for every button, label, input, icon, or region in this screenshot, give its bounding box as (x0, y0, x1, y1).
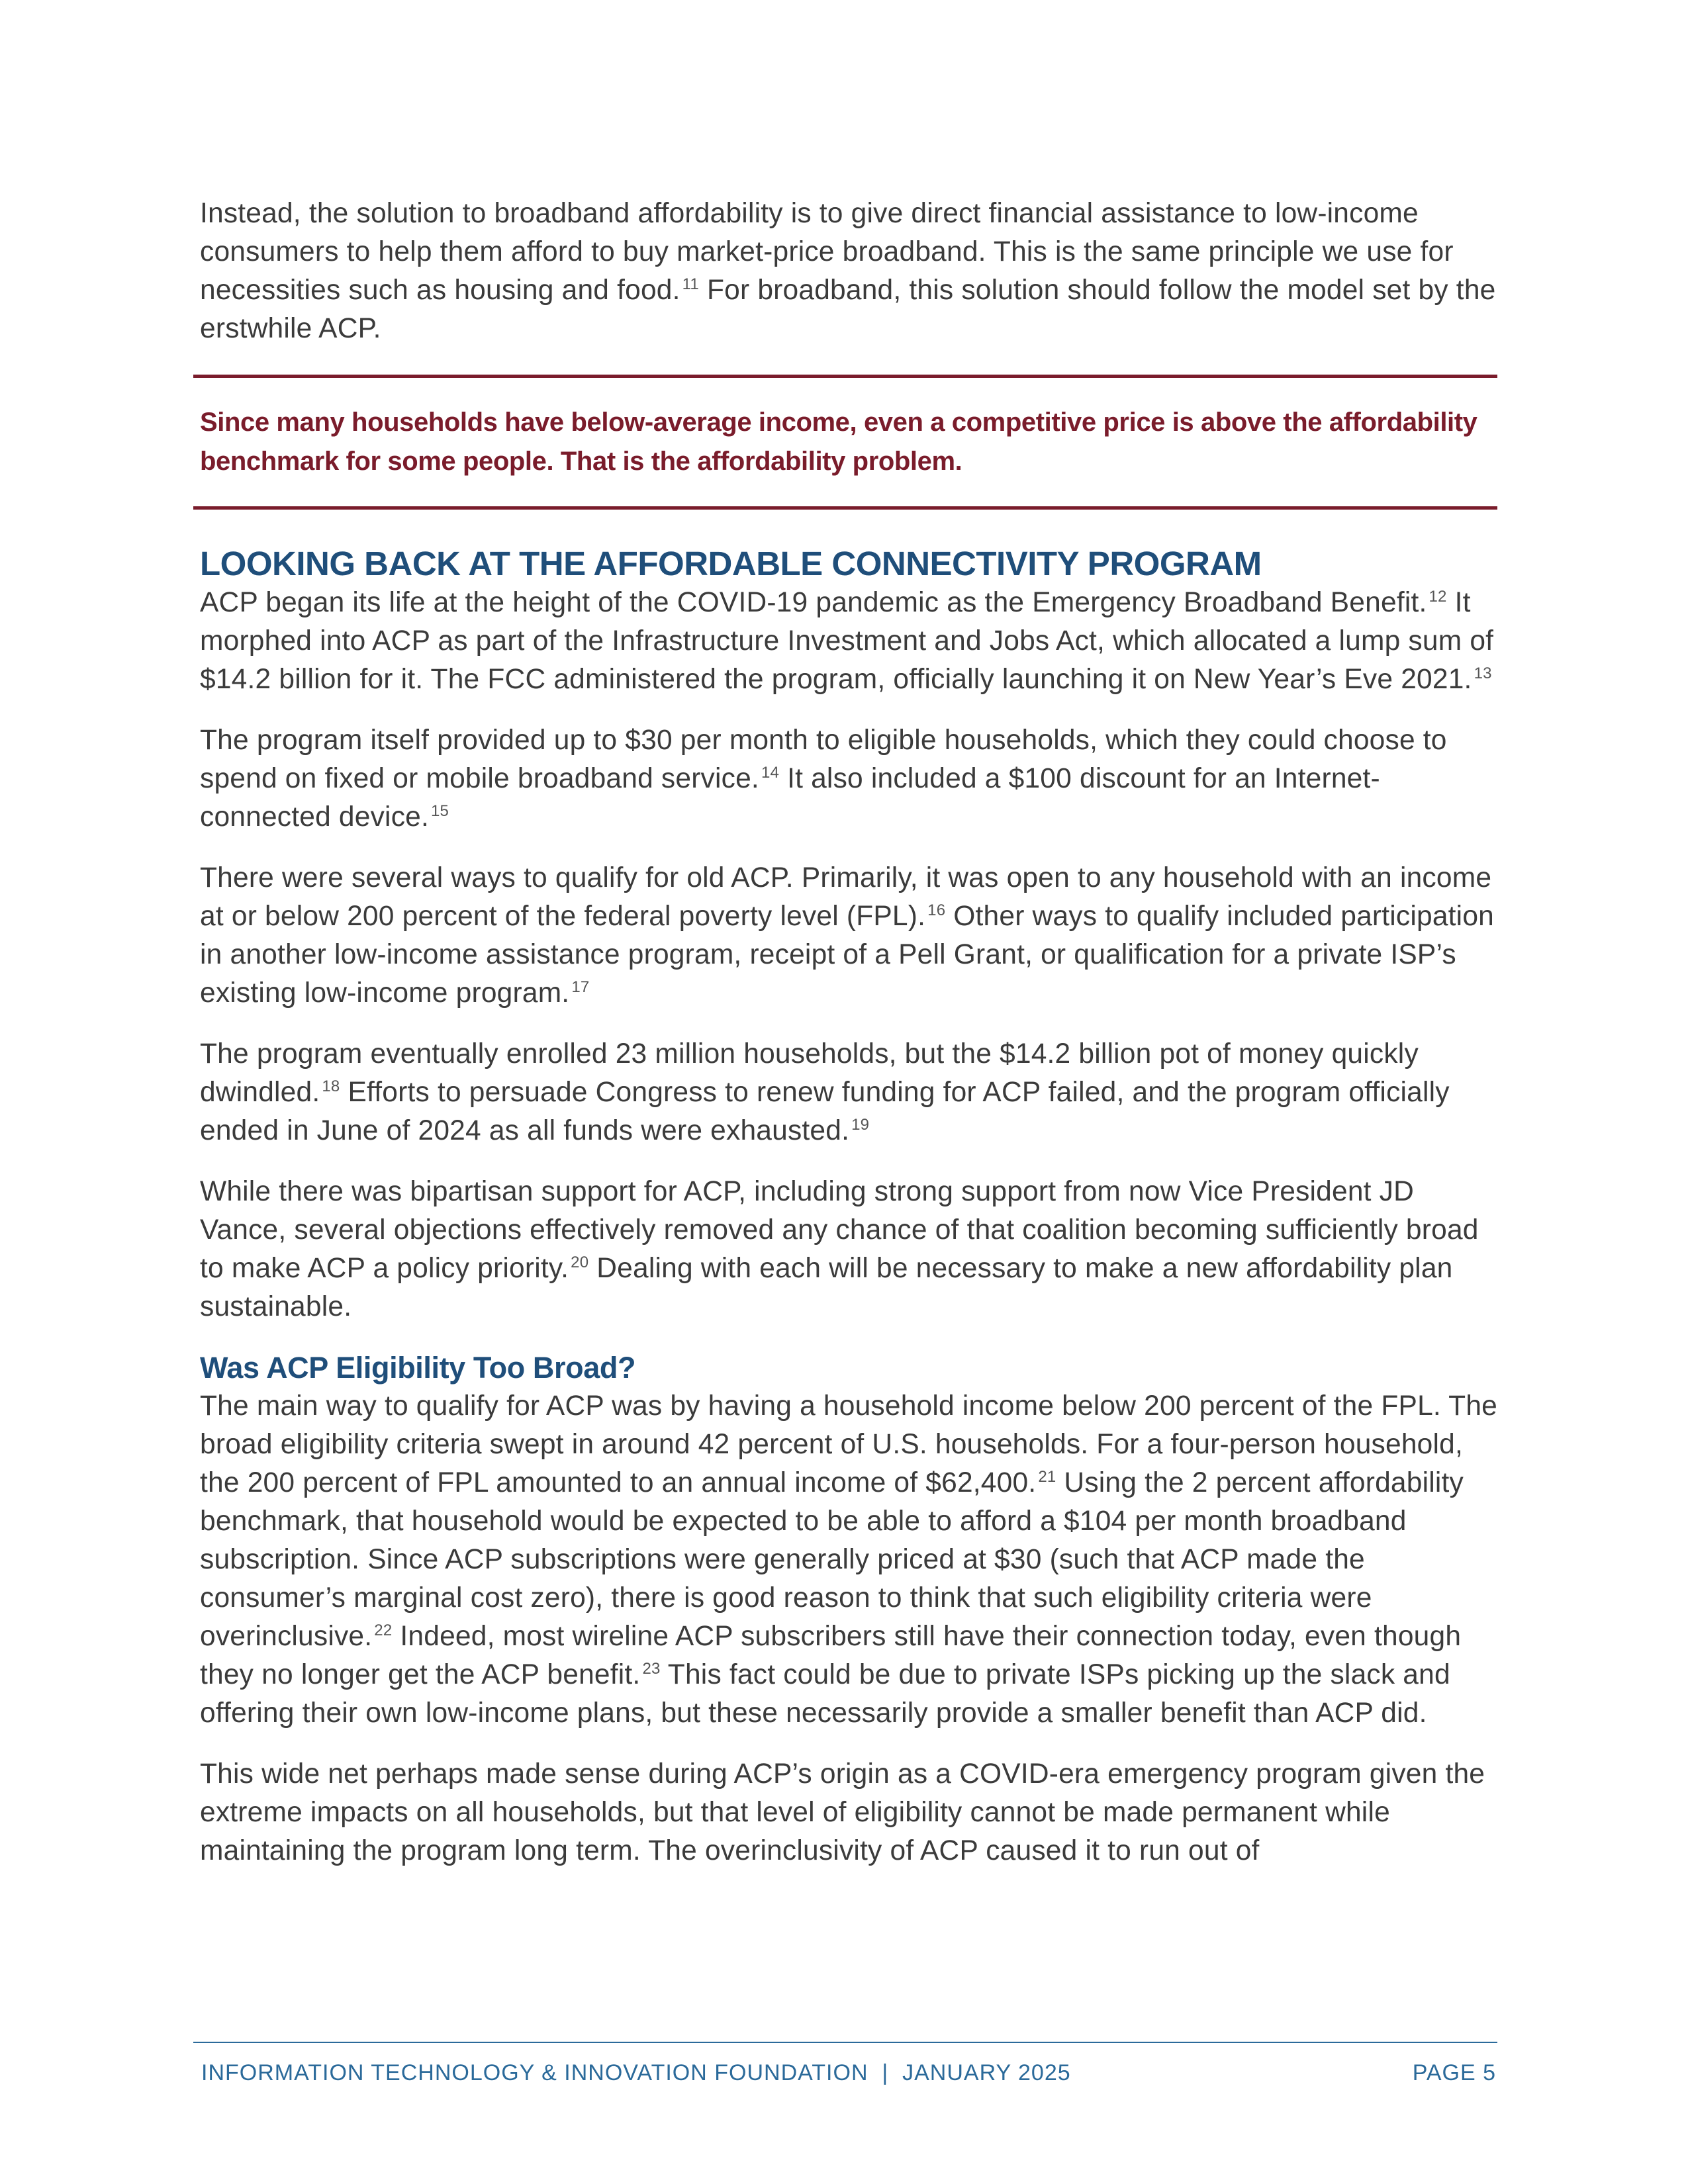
callout-text: Since many households have below-average income, even a competitive price is above the affordability benchmark for some people. That is the affordability problem. (200, 408, 1477, 476)
footnote-ref[interactable]: 22 (374, 1621, 393, 1639)
footnote-ref[interactable]: 19 (851, 1115, 870, 1134)
text-run: Using the 2 percent affordability benchmark, that household would be expected to be able to afford a $104 per month broadband subscription. Since ACP subscriptions were generally priced at $30 (such that ACP made the consumer’s marginal cost zero), there is good reason to think that such eligibility criteria were overinclusive. (200, 1467, 1464, 1652)
text-run: It also included a $100 discount for an Internet-connected device. (200, 763, 1380, 833)
text-run: The program itself provided up to $30 per month to eligible households, which they could choose to spend on fixed or mobile broadband service. (200, 725, 1447, 794)
text-run: Instead, the solution to broadband affordability is to give direct financial assistance to low-income consumers to help them afford to buy market-price broadband. This is the same principle we use for necessities such as housing and food. (200, 198, 1454, 306)
footnote-ref[interactable]: 16 (927, 901, 946, 919)
subsection-heading: Was ACP Eligibility Too Broad? (200, 1351, 636, 1385)
text-run: Efforts to persuade Congress to renew funding for ACP failed, and the program officially ended in June of 2024 as all funds were exhausted. (200, 1077, 1450, 1146)
footer-publisher: INFORMATION TECHNOLOGY & INNOVATION FOUNDATION | JANUARY 2025 (201, 2060, 1071, 2085)
footnote-ref[interactable]: 13 (1474, 664, 1492, 682)
paragraph (200, 584, 1497, 699)
footnote-ref[interactable]: 18 (322, 1077, 340, 1095)
footnote-ref[interactable]: 12 (1429, 587, 1447, 606)
intro-block (200, 195, 1497, 371)
paragraph (200, 721, 1497, 837)
text-run: It morphed into ACP as part of the Infrastructure Investment and Jobs Act, which allocated a lump sum of $14.2 billion for it. The FCC administered the program, officially launching it on New Year’s Eve 2021. (200, 587, 1494, 695)
section-acp (200, 544, 1497, 1893)
section-heading: LOOKING BACK AT THE AFFORDABLE CONNECTIVITY PROGRAM (200, 545, 1262, 582)
footnote-ref[interactable]: 20 (571, 1253, 589, 1271)
text-run: The program eventually enrolled 23 million households, but the $14.2 billion pot of money quickly dwindled. (200, 1038, 1419, 1108)
footnote-ref[interactable]: 23 (642, 1659, 661, 1678)
text-run: Dealing with each will be necessary to make a new affordability plan sustainable. (200, 1253, 1453, 1322)
page-footer (193, 2042, 1497, 2085)
paragraph (200, 1173, 1497, 1326)
paragraph (200, 1035, 1497, 1150)
text-run: Other ways to qualify included participation in another low-income assistance program, receipt of a Pell Grant, or qualification for a private ISP’s existing low-income program. (200, 901, 1494, 1009)
text-run: For broadband, this solution should follow the model set by the erstwhile ACP. (200, 275, 1496, 344)
footnote-ref[interactable]: 14 (761, 763, 780, 782)
text-run: ACP began its life at the height of the COVID-19 pandemic as the Emergency Broadband Benefit. (200, 587, 1427, 618)
text-run: This fact could be due to private ISPs picking up the slack and offering their own low-income plans, but these necessarily provide a smaller benefit than ACP did. (200, 1659, 1450, 1729)
footnote-ref[interactable]: 21 (1038, 1467, 1056, 1486)
footnote-ref[interactable]: 17 (571, 978, 590, 996)
paragraph (200, 859, 1497, 1013)
footnote-ref[interactable]: 15 (431, 801, 449, 820)
text-run: There were several ways to qualify for old ACP. Primarily, it was open to any household with an income at or below 200 percent of the federal poverty level (FPL). (200, 862, 1492, 932)
paragraph: This wide net perhaps made sense during ACP’s origin as a COVID-era emergency program given the extreme impacts on all households, but that level of eligibility cannot be made permanent while maintaining the program long term. The overinclusivity of ACP caused it to run out of (200, 1758, 1485, 1866)
text-run: While there was bipartisan support for ACP, including strong support from now Vice President JD Vance, several objections effectively removed any chance of that coalition becoming sufficiently broad to make ACP a policy priority. (200, 1176, 1479, 1284)
text-run: The main way to qualify for ACP was by having a household income below 200 percent of the FPL. The broad eligibility criteria swept in around 42 percent of U.S. households. For a four-person household, the 200 percent of FPL amounted to an annual income of $62,400. (200, 1390, 1497, 1498)
intro-paragraph (200, 195, 1497, 348)
footnote-ref[interactable]: 11 (682, 275, 699, 293)
paragraph (200, 1387, 1497, 1733)
page-number: PAGE 5 (1412, 2060, 1496, 2085)
text-run: Indeed, most wireline ACP subscribers still have their connection today, even though they no longer get the ACP benefit. (200, 1621, 1462, 1690)
callout-box (193, 375, 1497, 510)
